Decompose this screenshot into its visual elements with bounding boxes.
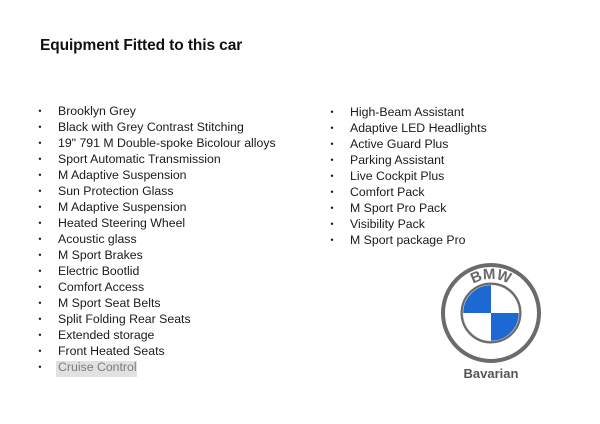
- redaction-overlay: [56, 361, 137, 377]
- bullet-icon: •: [38, 266, 42, 276]
- equipment-item-label: M Sport package Pro: [350, 233, 466, 247]
- logo-quadrant-bottom-left: [463, 313, 491, 341]
- bullet-icon: •: [330, 203, 334, 213]
- equipment-item-label: Split Folding Rear Seats: [58, 312, 191, 326]
- equipment-item-label: Comfort Access: [58, 280, 145, 294]
- logo-brand-text: BMW: [468, 265, 514, 288]
- bullet-icon: •: [330, 139, 334, 149]
- bullet-icon: •: [38, 346, 42, 356]
- bullet-icon: •: [38, 202, 42, 212]
- equipment-item-label: High-Beam Assistant: [350, 105, 465, 119]
- equipment-item-label: Front Heated Seats: [58, 344, 165, 358]
- bullet-icon: •: [330, 155, 334, 165]
- bullet-icon: •: [330, 123, 334, 133]
- bullet-icon: •: [38, 122, 42, 132]
- equipment-item-label: Comfort Pack: [350, 185, 425, 199]
- bullet-icon: •: [330, 219, 334, 229]
- bullet-icon: •: [38, 138, 42, 148]
- equipment-item-label: Heated Steering Wheel: [58, 216, 186, 230]
- bullet-icon: •: [38, 314, 42, 324]
- equipment-item-label: Electric Bootlid: [58, 264, 140, 278]
- logo-quadrant-bottom-right: [491, 313, 519, 341]
- equipment-item-label: M Adaptive Suspension: [58, 168, 187, 182]
- bmw-logo: [441, 263, 541, 363]
- bullet-icon: •: [38, 330, 42, 340]
- page-title: Equipment Fitted to this car: [40, 37, 243, 54]
- bullet-icon: •: [38, 234, 42, 244]
- bullet-icon: •: [330, 235, 334, 245]
- equipment-item-label: Parking Assistant: [350, 153, 445, 167]
- bullet-icon: •: [38, 218, 42, 228]
- equipment-item-label: Extended storage: [58, 328, 155, 342]
- equipment-item-label: M Sport Pro Pack: [350, 201, 447, 215]
- bullet-icon: •: [38, 170, 42, 180]
- bullet-icon: •: [330, 171, 334, 181]
- bullet-icon: •: [38, 298, 42, 308]
- equipment-item-label: 19" 791 M Double-spoke Bicolour alloys: [58, 136, 276, 150]
- bullet-icon: •: [38, 362, 42, 372]
- equipment-item-label: Adaptive LED Headlights: [350, 121, 487, 135]
- bullet-icon: •: [38, 154, 42, 164]
- bullet-icon: •: [38, 186, 42, 196]
- equipment-item-label: Black with Grey Contrast Stitching: [58, 120, 244, 134]
- bullet-icon: •: [38, 282, 42, 292]
- bullet-icon: •: [330, 187, 334, 197]
- equipment-item-label: Visibility Pack: [350, 217, 425, 231]
- equipment-item-label: Brooklyn Grey: [58, 104, 136, 118]
- equipment-item-label: Sun Protection Glass: [58, 184, 174, 198]
- bullet-icon: •: [38, 250, 42, 260]
- equipment-item-label: Sport Automatic Transmission: [58, 152, 221, 166]
- equipment-item-label: Acoustic glass: [58, 232, 137, 246]
- bullet-icon: •: [330, 107, 334, 117]
- equipment-item-label: M Adaptive Suspension: [58, 200, 187, 214]
- logo-quadrant-top-right: [491, 285, 519, 313]
- equipment-item-label: M Sport Seat Belts: [58, 296, 161, 310]
- equipment-item-label: M Sport Brakes: [58, 248, 143, 262]
- dealer-name: Bavarian: [463, 366, 519, 381]
- bullet-icon: •: [38, 106, 42, 116]
- bmw-roundel-icon: [441, 263, 541, 363]
- logo-quadrant-top-left: [463, 285, 491, 313]
- equipment-item-label: Active Guard Plus: [350, 137, 449, 151]
- equipment-item-label: Live Cockpit Plus: [350, 169, 445, 183]
